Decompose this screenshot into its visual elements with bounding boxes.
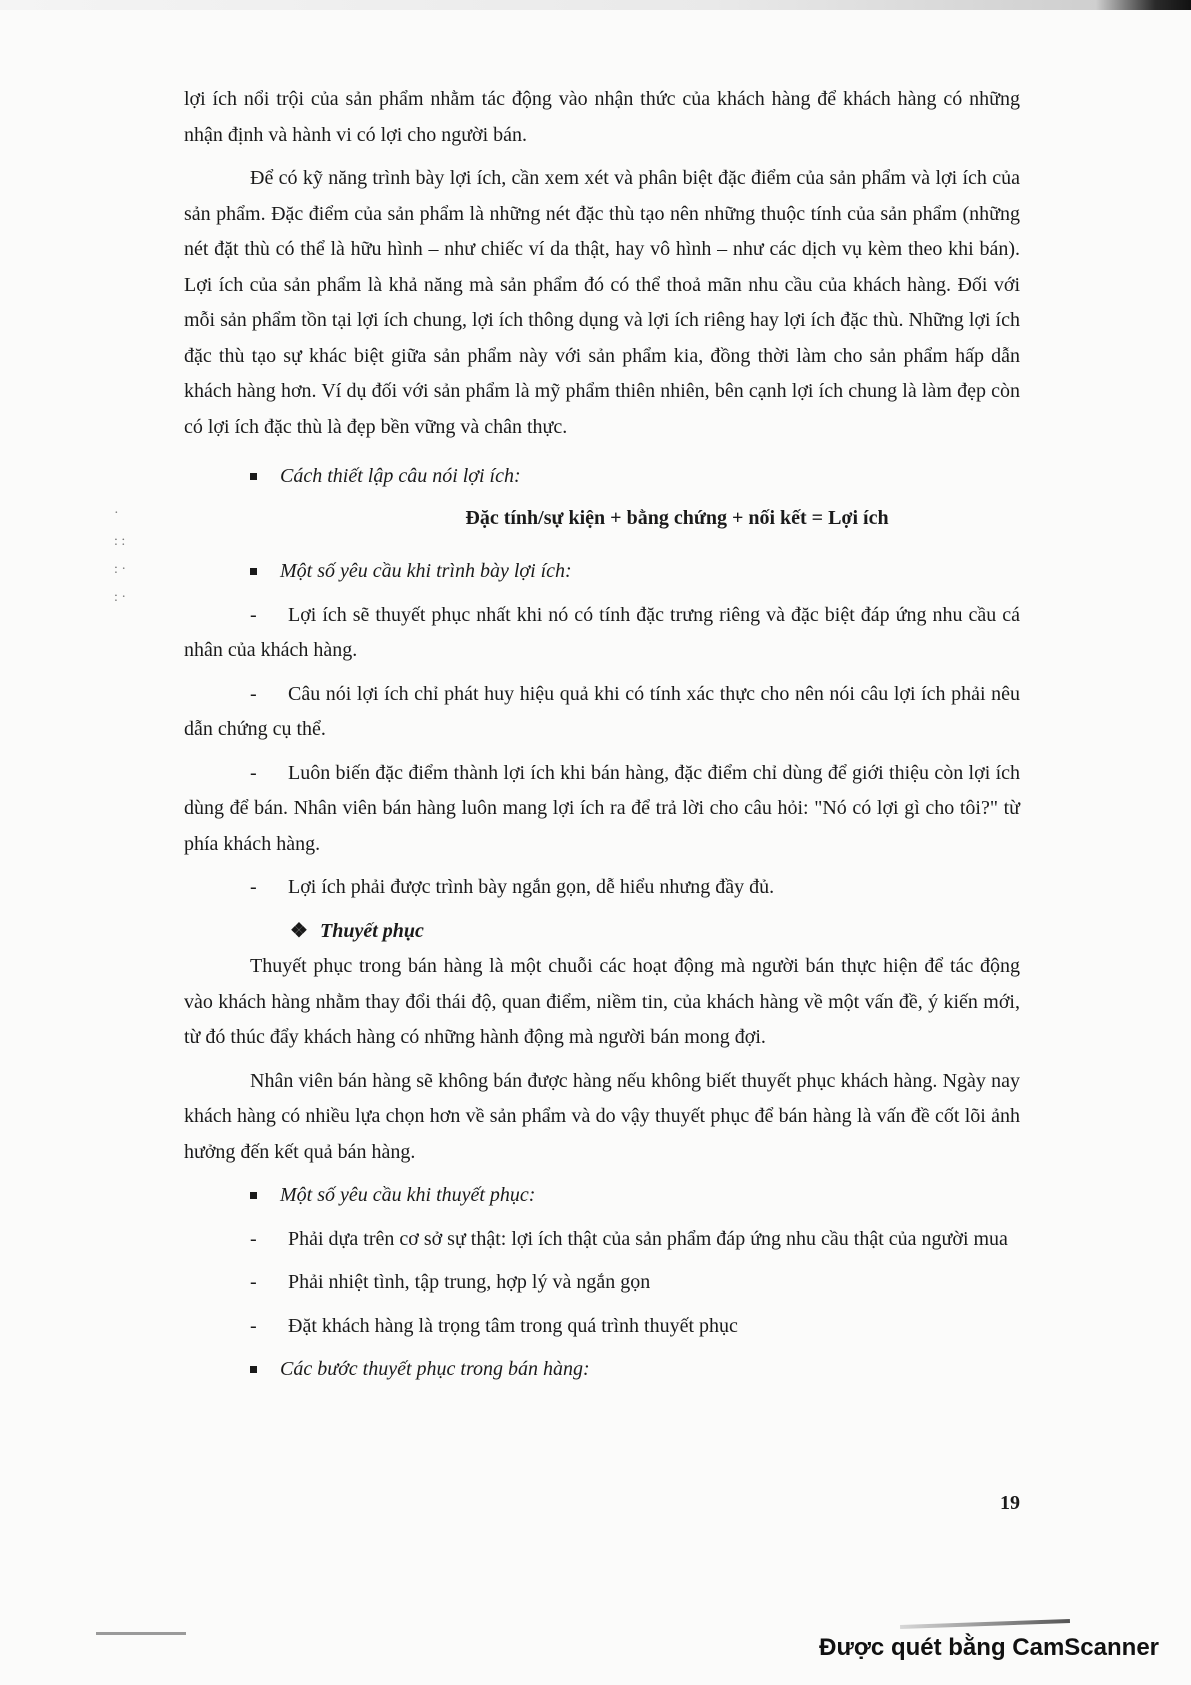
benefit-formula: Đặc tính/sự kiện + bằng chứng + nối kết = Lợi ích — [465, 506, 889, 529]
requirement-item: - Câu nói lợi ích chỉ phát huy hiệu quả khi có tính xác thực cho nên nói câu lợi ích phải nêu dẫn chứng cụ thể. — [184, 677, 1020, 748]
page-number: 19 — [1000, 1492, 1020, 1514]
paragraph-features-benefits: Để có kỹ năng trình bày lợi ích, cần xem xét và phân biệt đặc điểm của sản phẩm và lợi ích của sản phẩm. Đặc điểm của sản phẩm là những nét đặc thù tạo nên những thuộc tính của sản phẩm (những nét đặt thù có thể là hữu hình – như chiếc ví da thật, hay vô hình – như các dịch vụ kèm theo khi bán). Lợi ích của sản phẩm là khả năng mà sản phẩm đó có thể thoả mãn nhu cầu của khách hàng. Đối với mỗi sản phẩm tồn tại lợi ích chung, lợi ích thông dụng và lợi ích riêng hay lợi ích đặc thù. Những lợi ích đặc thù tạo sự khác biệt giữa sản phẩm này với sản phẩm kia, đồng thời làm cho sản phẩm hấp dẫn khách hàng hơn. Ví dụ đối với sản phẩm là mỹ phẩm thiên nhiên, bên cạnh lợi ích chung là làm đẹp còn có lợi ích đặc thù là đẹp bền vững và chân thực. — [184, 167, 1020, 438]
paragraph-intro: lợi ích nổi trội của sản phẩm nhằm tác động vào nhận thức của khách hàng để khách hàng có những nhận định và hành vi có lợi cho người bán. — [184, 88, 1020, 146]
bullet-benefit-requirements — [250, 554, 1020, 590]
persuasion-requirement-item: - Phải nhiệt tình, tập trung, hợp lý và ngắn gọn — [184, 1265, 1020, 1301]
bullet-square-icon — [250, 1366, 257, 1373]
bullet-persuasion-requirements — [250, 1178, 1020, 1214]
paragraph-persuasion-definition: Thuyết phục trong bán hàng là một chuỗi các hoạt động mà người bán thực hiện để tác động vào khách hàng nhằm thay đổi thái độ, quan điểm, niềm tin, của khách hàng về một vấn đề, ý kiến mới, từ đó thúc đẩy khách hàng có những hành động mà người bán mong đợi. — [184, 955, 1020, 1048]
dash-icon: - — [250, 682, 257, 705]
bullet-persuasion-steps — [250, 1352, 1020, 1388]
diamond-bullet-icon: ❖ — [290, 919, 308, 942]
dash-icon: - — [250, 876, 257, 898]
bullet-square-icon — [250, 473, 257, 480]
bullet-square-icon — [250, 568, 257, 575]
section-heading: ❖ Thuyết phục — [290, 914, 1020, 950]
persuasion-requirement-item: - Phải dựa trên cơ sở sự thật: lợi ích thật của sản phẩm đáp ứng nhu cầu thật của người mua — [184, 1222, 1020, 1258]
bullet-benefit-statement — [250, 459, 1020, 495]
requirement-item: - Luôn biến đặc điểm thành lợi ích khi bán hàng, đặc điểm chỉ dùng để giới thiệu còn lợi ích dùng để bán. Nhân viên bán hàng luôn mang lợi ích ra để trả lời cho câu hỏi: "Nó có lợi gì cho tôi?" từ phía khách hàng. — [184, 756, 1020, 863]
dash-icon: - — [250, 1227, 257, 1250]
scan-edge-line — [96, 1632, 186, 1635]
scan-top-edge — [0, 0, 1191, 10]
page-content — [184, 82, 1020, 1388]
bullet-label: Một số yêu cầu khi thuyết phục: — [280, 1184, 536, 1206]
dash-icon: - — [250, 1314, 257, 1337]
bullet-square-icon — [250, 1192, 257, 1199]
bullet-label: Một số yêu cầu khi trình bày lợi ích: — [280, 560, 572, 582]
paragraph-persuasion-importance: Nhân viên bán hàng sẽ không bán được hàng nếu không biết thuyết phục khách hàng. Ngày nay khách hàng có nhiều lựa chọn hơn về sản phẩm và do vậy thuyết phục để bán hàng là vấn đề cốt lõi ảnh hưởng đến kết quả bán hàng. — [184, 1069, 1020, 1163]
persuasion-requirement-item: - Đặt khách hàng là trọng tâm trong quá trình thuyết phục — [184, 1309, 1020, 1345]
scan-edge-line — [900, 1619, 1070, 1629]
bullet-label: Cách thiết lập câu nói lợi ích: — [280, 465, 521, 487]
bullet-label: Các bước thuyết phục trong bán hàng: — [280, 1358, 590, 1380]
dash-icon: - — [250, 1271, 257, 1293]
margin-marks: · : : : · : · — [114, 506, 127, 605]
requirement-item: - Lợi ích sẽ thuyết phục nhất khi nó có tính đặc trưng riêng và đặc biệt đáp ứng nhu cầu cá nhân của khách hàng. — [184, 598, 1020, 669]
dash-icon: - — [250, 603, 257, 626]
requirement-item: - Lợi ích phải được trình bày ngắn gọn, dễ hiểu nhưng đầy đủ. — [184, 870, 1020, 906]
dash-icon: - — [250, 761, 257, 784]
camscanner-watermark: Được quét bằng CamScanner — [819, 1634, 1159, 1661]
